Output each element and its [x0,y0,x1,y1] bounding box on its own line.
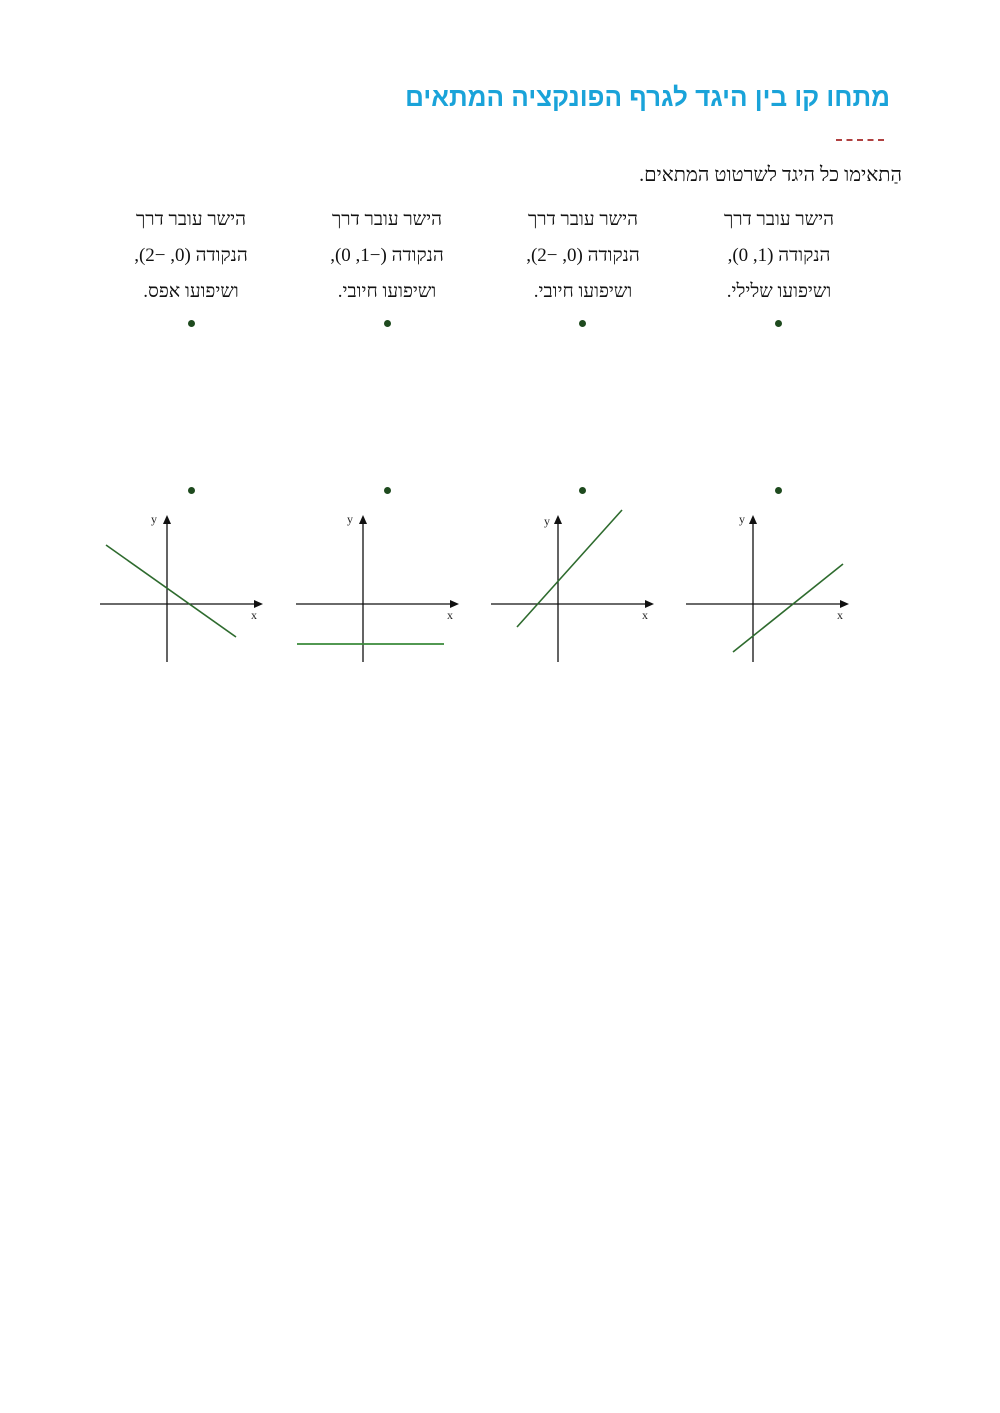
x-axis-label: x [251,608,257,622]
y-axis-label: y [739,512,745,526]
x-axis-label: x [642,608,648,622]
statement-line: הישר עובר דרך [723,209,835,230]
statement-1 [684,202,874,310]
statement-line: ושיפועו חיובי. [533,281,633,302]
y-axis-label: y [151,512,157,526]
graph-positive-slope-right [681,510,861,670]
statement-line: ושיפועו שלילי. [726,281,832,302]
statement-line: הישר עובר דרך [331,209,443,230]
statement-connect-dot[interactable] [188,320,195,327]
statement-4 [96,202,286,310]
graph-connect-dot[interactable] [188,487,195,494]
statement-connect-dot[interactable] [775,320,782,327]
decorative-dashes [836,139,884,143]
x-axis-arrow-icon [450,600,459,608]
graph-horizontal-line [291,510,471,670]
statement-line: ושיפועו חיובי. [337,281,437,302]
x-axis-label: x [447,608,453,622]
function-line [517,510,622,627]
y-axis-arrow-icon [749,515,757,524]
statement-line: הנקודה (−1, 0), [330,245,444,266]
graph-connect-dot[interactable] [384,487,391,494]
x-axis-arrow-icon [645,600,654,608]
instruction-text: הַתאימו כל היגד לשרטוט המתאים. [639,164,902,186]
statement-line: הישר עובר דרך [527,209,639,230]
statement-connect-dot[interactable] [579,320,586,327]
graph-connect-dot[interactable] [775,487,782,494]
x-axis-arrow-icon [840,600,849,608]
page-title: מתחו קו בין היגד לגרף הפונקציה המתאים [405,82,890,112]
x-axis-label: x [837,608,843,622]
statement-line: ושיפועו אפס. [143,281,239,302]
function-line [733,564,843,652]
y-axis-arrow-icon [359,515,367,524]
statement-line: הנקודה (1, 0), [727,245,831,266]
graph-connect-dot[interactable] [579,487,586,494]
statement-line: הנקודה (0, −2), [134,245,248,266]
y-axis-label: y [544,514,550,528]
graph-negative-slope [95,510,275,670]
y-axis-arrow-icon [163,515,171,524]
statement-2 [488,202,678,310]
statement-3 [292,202,482,310]
graph-positive-slope-left [486,510,666,670]
statement-connect-dot[interactable] [384,320,391,327]
y-axis-arrow-icon [554,515,562,524]
statement-line: הישר עובר דרך [135,209,247,230]
statement-line: הנקודה (0, −2), [526,245,640,266]
y-axis-label: y [347,512,353,526]
function-line [106,545,236,637]
x-axis-arrow-icon [254,600,263,608]
